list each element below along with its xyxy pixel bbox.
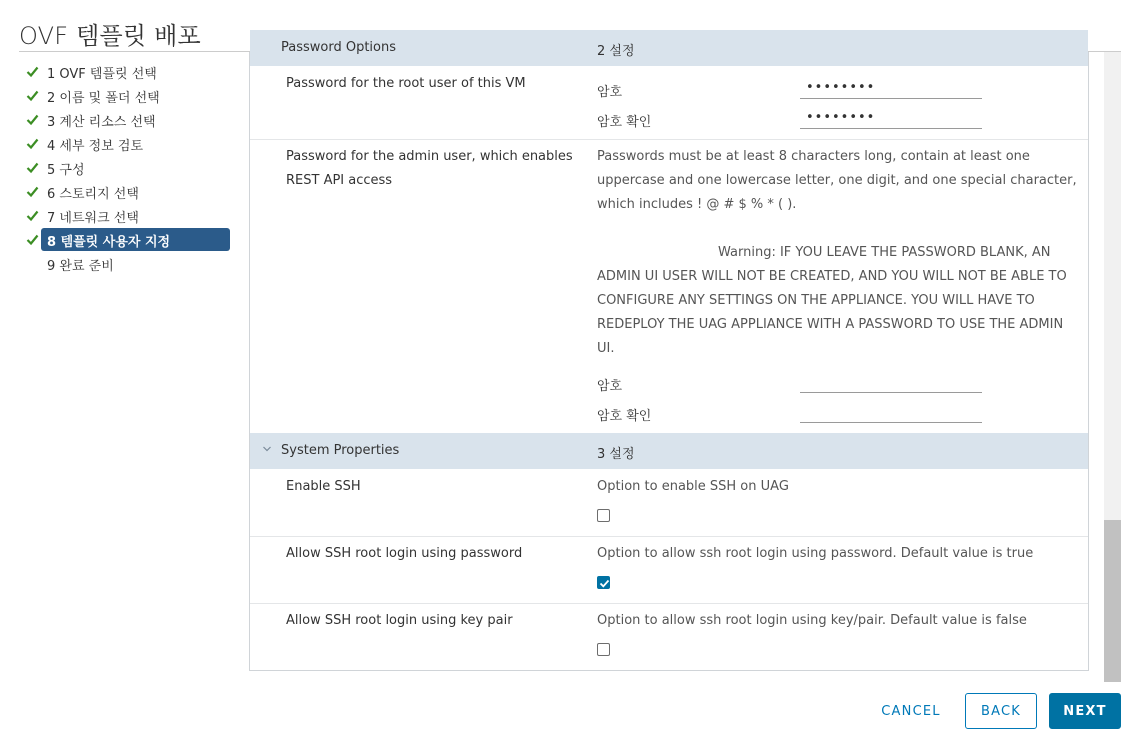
step-label: 5 구성 bbox=[47, 162, 85, 178]
desc-line: uppercase and one lowercase letter, one digit, and one special character, bbox=[597, 173, 1077, 188]
step-5[interactable] bbox=[20, 156, 232, 180]
enable-ssh-description: Option to enable SSH on UAG bbox=[597, 479, 789, 494]
back-button[interactable]: BACK bbox=[965, 693, 1037, 729]
warning-line: Warning: IF YOU LEAVE THE PASSWORD BLANK, AN bbox=[718, 245, 1051, 260]
section-title: System Properties bbox=[281, 443, 400, 458]
ssh-password-login-checkbox[interactable] bbox=[597, 576, 610, 589]
step-7[interactable] bbox=[20, 204, 232, 228]
section-count: 3 설정 bbox=[597, 447, 635, 462]
admin-label-line: Password for the admin user, which enables bbox=[286, 149, 573, 164]
checkmark-icon bbox=[599, 578, 610, 589]
checkmark-icon bbox=[26, 89, 39, 102]
step-1[interactable] bbox=[20, 60, 232, 84]
step-label: 4 세부 정보 검토 bbox=[47, 138, 144, 154]
admin-confirm-input[interactable] bbox=[800, 401, 982, 423]
root-password-input[interactable] bbox=[800, 77, 982, 99]
password-options-header[interactable] bbox=[250, 30, 1088, 66]
warning-line: CONFIGURE ANY SETTINGS ON THE APPLIANCE. YOU WILL HAVE TO bbox=[597, 293, 1035, 308]
checkmark-icon bbox=[26, 161, 39, 174]
admin-password-description bbox=[597, 145, 1077, 361]
cancel-button[interactable]: CANCEL bbox=[881, 703, 941, 719]
step-4[interactable] bbox=[20, 132, 232, 156]
wizard-steps bbox=[20, 60, 232, 276]
root-password-label: Password for the root user of this VM bbox=[286, 76, 526, 91]
system-properties-header[interactable] bbox=[250, 433, 1088, 469]
next-button[interactable]: NEXT bbox=[1049, 693, 1121, 729]
admin-label-line: REST API access bbox=[286, 173, 393, 188]
customize-template-panel bbox=[249, 40, 1089, 671]
enable-ssh-label: Enable SSH bbox=[286, 479, 361, 494]
enable-ssh-checkbox[interactable] bbox=[597, 509, 610, 522]
row-divider bbox=[250, 603, 1088, 604]
checkmark-icon bbox=[26, 65, 39, 78]
desc-line: which includes ! @ # $ % * ( ). bbox=[597, 197, 797, 212]
step-label: 3 계산 리소스 선택 bbox=[47, 114, 156, 130]
step-label: 2 이름 및 폴더 선택 bbox=[47, 90, 160, 106]
section-count: 2 설정 bbox=[597, 44, 635, 59]
admin-confirm-field-label: 암호 확인 bbox=[597, 409, 652, 424]
step-label: 7 네트워크 선택 bbox=[47, 210, 139, 226]
checkmark-icon bbox=[26, 209, 39, 222]
step-label: 1 OVF 템플릿 선택 bbox=[47, 66, 157, 82]
root-confirm-input[interactable] bbox=[800, 107, 982, 129]
checkmark-icon bbox=[26, 233, 39, 246]
root-confirm-field-label: 암호 확인 bbox=[597, 115, 652, 130]
step-label: 9 완료 준비 bbox=[47, 258, 114, 274]
step-6[interactable] bbox=[20, 180, 232, 204]
scrollbar-thumb[interactable] bbox=[1104, 520, 1121, 682]
step-label: 8 템플릿 사용자 지정 bbox=[47, 234, 171, 250]
ssh-keypair-login-label: Allow SSH root login using key pair bbox=[286, 613, 513, 628]
warning-line: UI. bbox=[597, 341, 615, 356]
root-password-field-label: 암호 bbox=[597, 85, 623, 100]
chevron-down-icon[interactable] bbox=[262, 444, 272, 454]
checkmark-icon bbox=[26, 137, 39, 150]
admin-password-input[interactable] bbox=[800, 371, 982, 393]
page-title: OVF 템플릿 배포 bbox=[19, 22, 201, 50]
warning-line: REDEPLOY THE UAG APPLIANCE WITH A PASSWORD TO USE THE ADMIN bbox=[597, 317, 1064, 332]
section-title: Password Options bbox=[281, 40, 397, 55]
step-3[interactable] bbox=[20, 108, 232, 132]
row-divider bbox=[250, 536, 1088, 537]
warning-line: ADMIN UI USER WILL NOT BE CREATED, AND YOU WILL NOT BE ABLE TO bbox=[597, 269, 1067, 284]
ssh-keypair-login-checkbox[interactable] bbox=[597, 643, 610, 656]
ssh-keypair-login-description: Option to allow ssh root login using key/pair. Default value is false bbox=[597, 613, 1027, 628]
admin-password-field-label: 암호 bbox=[597, 379, 623, 394]
ssh-password-login-description: Option to allow ssh root login using password. Default value is true bbox=[597, 546, 1034, 561]
step-9 bbox=[20, 252, 232, 276]
ssh-password-login-label: Allow SSH root login using password bbox=[286, 546, 523, 561]
row-divider bbox=[250, 139, 1088, 140]
checkmark-icon bbox=[26, 185, 39, 198]
step-8[interactable] bbox=[20, 228, 232, 252]
admin-password-label bbox=[286, 145, 576, 193]
step-2[interactable] bbox=[20, 84, 232, 108]
desc-line: Passwords must be at least 8 characters long, contain at least one bbox=[597, 149, 1030, 164]
checkmark-icon bbox=[26, 113, 39, 126]
step-label: 6 스토리지 선택 bbox=[47, 186, 139, 202]
